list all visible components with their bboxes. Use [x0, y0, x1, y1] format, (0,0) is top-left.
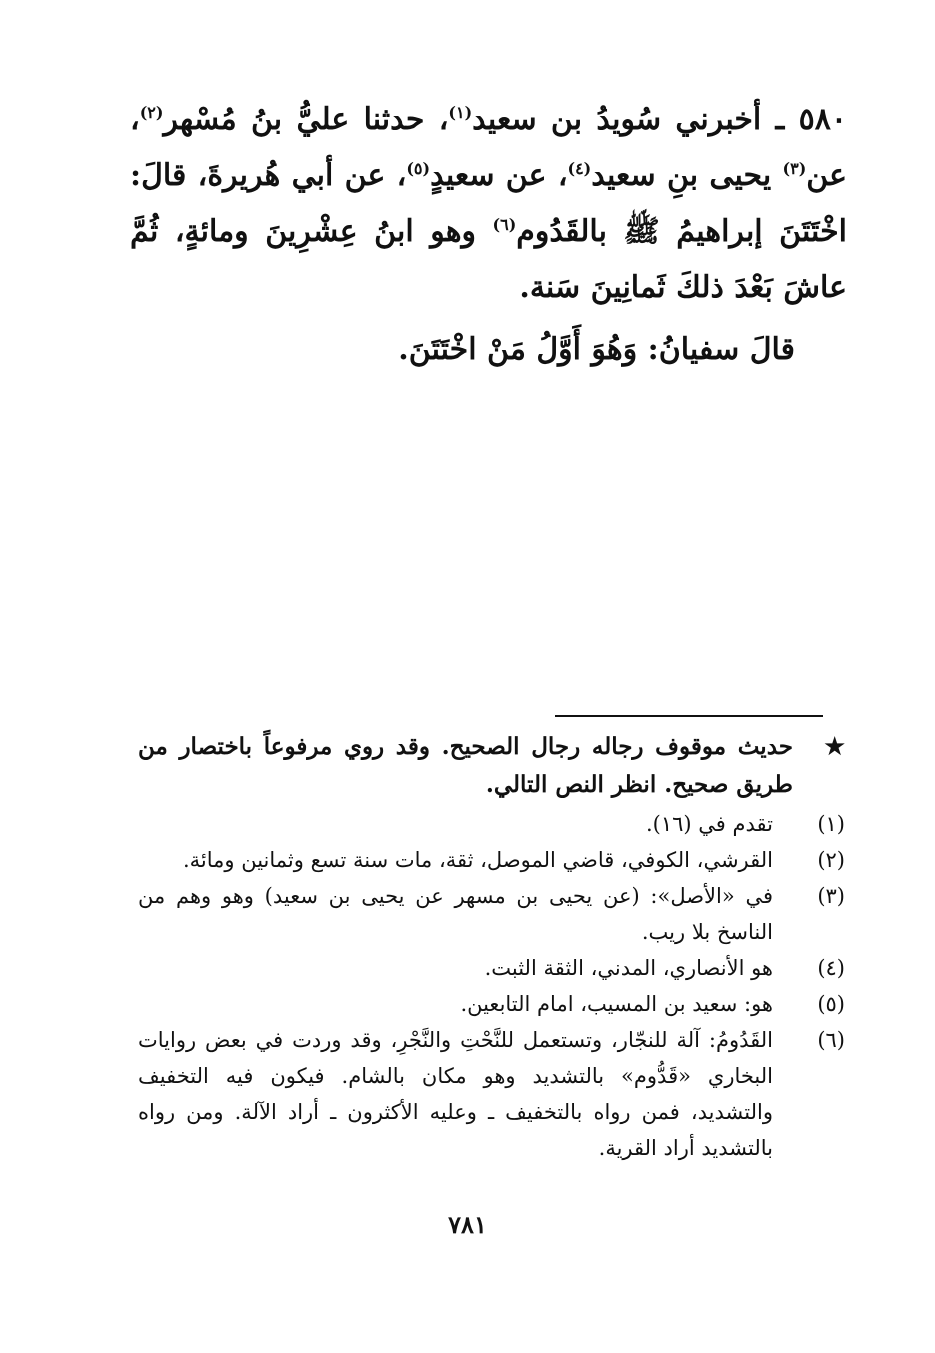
footnote-text: هو الأنصاري، المدني، الثقة الثبت.: [484, 956, 773, 980]
footnote-item: [138, 842, 845, 878]
hadith-segment: ، عن أبي هُريرةَ، قالَ: اخْتَتَنَ إبراهيمُ ﷺ بالقَدُوم: [130, 158, 847, 249]
hadith-segment: ٥٨٠ ـ أخبرني سُويدُ بن سعيد: [472, 102, 847, 137]
footnote-ref: (١): [448, 103, 473, 122]
footnote-number: (٦): [817, 1028, 845, 1052]
footnote-divider: [555, 715, 823, 717]
footnote-ref: (٦): [492, 215, 517, 234]
star-icon: ★: [824, 733, 845, 760]
footnote-item: [138, 986, 845, 1022]
footnote-item: [138, 806, 845, 842]
hadith-paragraph: [130, 92, 847, 316]
hadith-segment: ، حدثنا عليُّ بنُ مُسْهر: [163, 102, 449, 137]
hadith-segment: ، عن: [130, 102, 848, 193]
footnote-number: (٣): [817, 884, 845, 908]
footnote-number: (٥): [817, 992, 845, 1016]
footnote-text: القَدُومُ: آلة للنجّار، وتستعمل للنَّحْتِ والنَّجْرِ، وقد وردت في بعض روايات البخاري «قَدُّوم» بالتشديد وهو مكان بالشام. فيكون فيه التخفيف والتشديد، فمن رواه بالتخفيف ـ وعليه الأكثرون ـ أراد الآلة. ومن رواه بالتشديد أراد القرية.: [138, 1028, 774, 1160]
footnote-ref: (٣): [782, 159, 807, 178]
hadith-segment: وهو ابنُ عِشْرِينَ ومائةٍ، ثُمَّ عاشَ بَعْدَ ذلكَ ثَمانِينَ سَنة.: [130, 214, 847, 305]
footnote-number: (٤): [817, 956, 845, 980]
footnote-star: [138, 728, 845, 804]
hadith-segment: يحيى بنِ سعيد: [591, 158, 783, 193]
footnote-star-text: حديث موقوف رجاله رجال الصحيح. وقد روي مرفوعاً باختصار من طريق صحيح. انظر النص التالي.: [138, 733, 793, 798]
hadith-text: [130, 92, 847, 378]
footnotes-section: [138, 728, 845, 1166]
footnote-number: (٢): [817, 848, 845, 872]
footnote-text: في «الأصل»: (عن يحيى بن مسهر عن يحيى بن سعيد) وهو وهم من الناسخ بلا ريب.: [138, 884, 773, 944]
footnote-item: [138, 878, 845, 950]
footnote-number: (١): [817, 812, 845, 836]
footnote-ref: (٢): [139, 103, 164, 122]
footnote-item: [138, 1022, 845, 1166]
footnote-item: [138, 950, 845, 986]
footnote-text: تقدم في (١٦).: [645, 812, 773, 836]
footnote-ref: (٤): [567, 159, 592, 178]
page-number: ٧٨١: [448, 1210, 487, 1239]
footnote-text: القرشي، الكوفي، قاضي الموصل، ثقة، مات سنة تسع وثمانين ومائة.: [182, 848, 773, 872]
footnote-ref: (٥): [406, 159, 431, 178]
footnote-text: هو: سعيد بن المسيب، امام التابعين.: [460, 992, 773, 1016]
sufyan-paragraph: قالَ سفيانُ: وَهُوَ أَوَّلُ مَنْ اخْتَتَنَ.: [398, 332, 795, 367]
hadith-segment: ، عن سعيدٍ: [430, 158, 568, 193]
